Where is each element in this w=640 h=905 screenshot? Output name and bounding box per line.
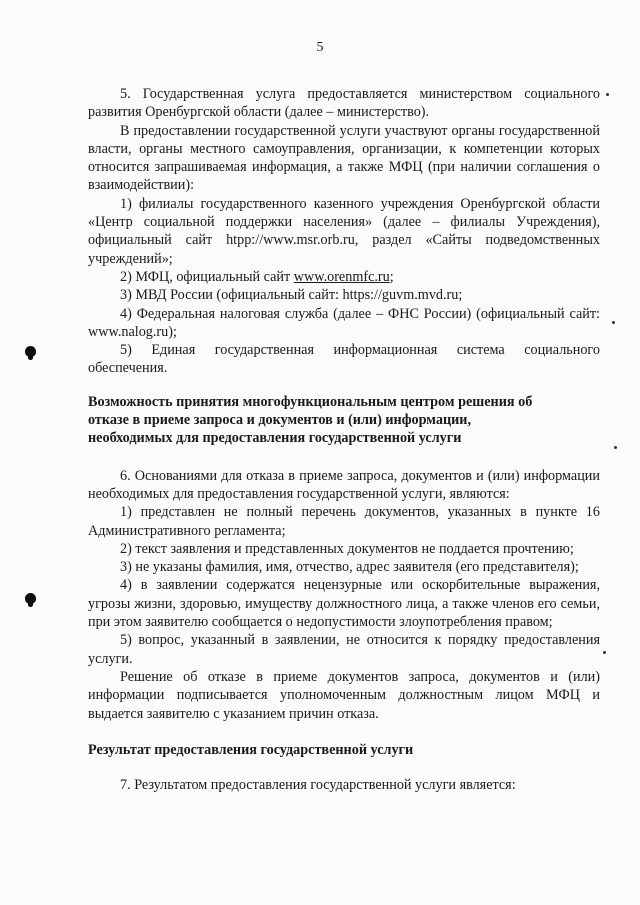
paragraph-participants: В предоставлении государственной услуги участвуют органы государственной власти, органы местного самоуправления, организации, к компетенции которых относится запрашиваемая информация, а также МФЦ (при наличии соглашения о взаимодействии): <box>88 122 600 194</box>
heading-line: отказе в приеме запроса и документов и (или) информации, <box>88 412 472 429</box>
refusal-decision-paragraph: Решение об отказе в приеме документов запроса, документов и (или) информации подписывается уполномоченным должностным лицом МФЦ и выдается заявителю с указанием причин отказа. <box>88 668 600 722</box>
refusal-reason-4: 4) в заявлении содержатся нецензурные или оскорбительные выражения, угрозы жизни, здоровью, имуществу должностного лица, а также членов его семьи, при этом заявителю сообщается о недопустимости злоупотребления правом; <box>88 577 600 631</box>
list-item-mfc-text: 2) МФЦ, официальный сайт <box>120 268 294 285</box>
mfc-site-link[interactable]: www.orenmfc.ru <box>293 268 390 285</box>
section-heading-result: Результат предоставления государственной услуги <box>88 741 414 758</box>
punch-hole-mark-top <box>25 346 36 357</box>
list-item-mvd: 3) МВД России (официальный сайт: https://guvm.mvd.ru; <box>120 287 463 304</box>
scan-speck <box>612 321 615 324</box>
document-body <box>88 85 600 794</box>
list-item-egisso: 5) Единая государственная информационная система социального обеспечения. <box>88 342 600 377</box>
refusal-reason-5: 5) вопрос, указанный в заявлении, не относится к порядку предоставления услуги. <box>88 632 600 667</box>
list-item-mfc-end: ; <box>389 268 394 285</box>
list-item-fns: 4) Федеральная налоговая служба (далее – ФНС России) (официальный сайт: www.nalog.ru); <box>88 305 600 340</box>
heading-line: необходимых для предоставления государственной услуги <box>88 430 462 447</box>
refusal-reason-1: 1) представлен не полный перечень документов, указанных в пункте 16 Административного регламента; <box>88 504 600 539</box>
scan-speck <box>603 651 606 654</box>
paragraph-5: 5. Государственная услуга предоставляется министерством социального развития Оренбургской области (далее – министерство). <box>88 86 600 121</box>
section-heading-refusal <box>88 393 600 448</box>
heading-line: Возможность принятия многофункциональным центром решения об <box>88 393 533 410</box>
refusal-reason-2: 2) текст заявления и представленных документов не поддается прочтению; <box>120 540 574 557</box>
scan-speck <box>614 446 617 449</box>
page-number: 5 <box>316 40 324 55</box>
list-item-branches: 1) филиалы государственного казенного учреждения Оренбургской области «Центр социальной поддержки населения» (далее – филиалы Учреждения), официальный сайт htpp://www.msr.orb.ru, раздел «Сайты подведомственных учреждений»; <box>88 195 600 267</box>
refusal-reason-3: 3) не указаны фамилия, имя, отчество, адрес заявителя (его представителя); <box>120 559 579 576</box>
scan-speck <box>606 93 609 96</box>
paragraph-7: 7. Результатом предоставления государственной услуги является: <box>120 777 516 794</box>
list-item-mfc <box>88 268 600 286</box>
paragraph-6: 6. Основаниями для отказа в приеме запроса, документов и (или) информации необходимых для предоставления государственной услуги, являются: <box>88 467 600 502</box>
punch-hole-mark-bottom <box>25 593 36 604</box>
